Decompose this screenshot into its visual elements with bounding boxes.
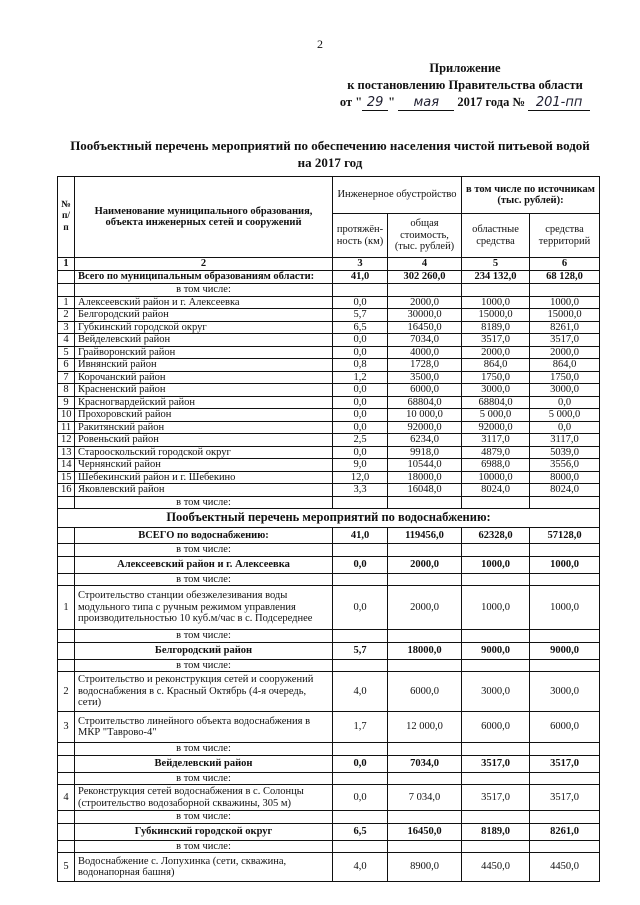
district-length: 0,0 bbox=[333, 296, 388, 309]
appendix-date-line bbox=[330, 94, 600, 111]
district-cost: 1728,0 bbox=[388, 359, 462, 372]
header-cost: общая стоимость, (тыс. рублей) bbox=[388, 214, 462, 258]
district-subtotal-label: Губкинский городской округ bbox=[75, 823, 333, 840]
row-number: 8 bbox=[58, 384, 75, 397]
district-name: Корочанский район bbox=[75, 371, 333, 384]
appendix-resolution: к постановлению Правительства области bbox=[347, 78, 583, 92]
project-length: 0,0 bbox=[333, 785, 388, 811]
including-label: в том числе: bbox=[75, 544, 333, 557]
section-title-row bbox=[58, 509, 600, 528]
empty-cell bbox=[530, 772, 600, 785]
district-territory: 8261,0 bbox=[530, 321, 600, 334]
district-length: 1,2 bbox=[333, 371, 388, 384]
page-number: 2 bbox=[317, 37, 323, 51]
row-number: 12 bbox=[58, 434, 75, 447]
empty-cell bbox=[333, 573, 388, 586]
district-cost: 4000,0 bbox=[388, 346, 462, 359]
district-regional: 864,0 bbox=[462, 359, 530, 372]
district-subtotal-cost: 2000,0 bbox=[388, 556, 462, 573]
water-total-row bbox=[58, 528, 600, 544]
empty-cell bbox=[58, 284, 75, 297]
district-subtotal-territory: 9000,0 bbox=[530, 642, 600, 659]
empty-cell bbox=[530, 811, 600, 824]
district-territory: 1000,0 bbox=[530, 296, 600, 309]
water-total-length: 41,0 bbox=[333, 528, 388, 544]
project-cost: 8900,0 bbox=[388, 853, 462, 882]
including-label: в том числе: bbox=[75, 496, 333, 509]
district-regional: 92000,0 bbox=[462, 421, 530, 434]
district-territory: 3000,0 bbox=[530, 384, 600, 397]
district-name: Прохоровский район bbox=[75, 409, 333, 422]
measures-table bbox=[57, 176, 600, 882]
district-cost: 2000,0 bbox=[388, 296, 462, 309]
table-row bbox=[58, 484, 600, 497]
row-number: 4 bbox=[58, 785, 75, 811]
empty-cell bbox=[58, 642, 75, 659]
district-subtotal-regional: 9000,0 bbox=[462, 642, 530, 659]
district-name: Шебекинский район и г. Шебекино bbox=[75, 471, 333, 484]
empty-cell bbox=[58, 556, 75, 573]
empty-cell bbox=[58, 811, 75, 824]
column-number: 6 bbox=[530, 258, 600, 271]
header-regional: областные средства bbox=[462, 214, 530, 258]
district-cost: 10 000,0 bbox=[388, 409, 462, 422]
district-subtotal-regional: 1000,0 bbox=[462, 556, 530, 573]
district-regional: 2000,0 bbox=[462, 346, 530, 359]
empty-cell bbox=[462, 496, 530, 509]
subtotal-caption-row bbox=[58, 840, 600, 853]
empty-cell bbox=[462, 743, 530, 756]
empty-cell bbox=[58, 544, 75, 557]
project-name: Строительство и реконструкция сетей и сооружений водоснабжения в с. Красный Октябрь (4-я очередь, сети) bbox=[75, 672, 333, 712]
document-title bbox=[40, 137, 620, 171]
empty-cell bbox=[530, 544, 600, 557]
district-length: 0,8 bbox=[333, 359, 388, 372]
row-number: 13 bbox=[58, 446, 75, 459]
district-length: 3,3 bbox=[333, 484, 388, 497]
water-total-territory: 57128,0 bbox=[530, 528, 600, 544]
district-territory: 3517,0 bbox=[530, 334, 600, 347]
project-name: Строительство линейного объекта водоснабжения в МКР "Таврово-4" bbox=[75, 712, 333, 743]
subtotal-caption-row bbox=[58, 544, 600, 557]
empty-cell bbox=[462, 544, 530, 557]
subtotal-caption-row bbox=[58, 496, 600, 509]
district-regional: 6988,0 bbox=[462, 459, 530, 472]
grand-total-territory: 68 128,0 bbox=[530, 270, 600, 284]
district-territory: 2000,0 bbox=[530, 346, 600, 359]
row-number: 1 bbox=[58, 296, 75, 309]
empty-cell bbox=[58, 496, 75, 509]
grand-total-length: 41,0 bbox=[333, 270, 388, 284]
project-row bbox=[58, 853, 600, 882]
row-number: 7 bbox=[58, 371, 75, 384]
district-subtotal-territory: 1000,0 bbox=[530, 556, 600, 573]
column-number: 5 bbox=[462, 258, 530, 271]
district-cost: 7034,0 bbox=[388, 334, 462, 347]
district-name: Губкинский городской округ bbox=[75, 321, 333, 334]
date-day: 29 bbox=[362, 96, 388, 111]
row-number: 5 bbox=[58, 853, 75, 882]
district-length: 9,0 bbox=[333, 459, 388, 472]
empty-cell bbox=[333, 743, 388, 756]
district-name: Чернянский район bbox=[75, 459, 333, 472]
empty-cell bbox=[462, 659, 530, 672]
district-subtotal-cost: 18000,0 bbox=[388, 642, 462, 659]
table-row bbox=[58, 459, 600, 472]
district-subtotal-label: Алексеевский район и г. Алексеевка bbox=[75, 556, 333, 573]
row-number: 11 bbox=[58, 421, 75, 434]
district-regional: 15000,0 bbox=[462, 309, 530, 322]
table-row bbox=[58, 296, 600, 309]
district-cost: 6234,0 bbox=[388, 434, 462, 447]
row-number: 9 bbox=[58, 396, 75, 409]
row-number: 3 bbox=[58, 321, 75, 334]
empty-cell bbox=[462, 811, 530, 824]
empty-cell bbox=[462, 840, 530, 853]
including-label: в том числе: bbox=[75, 772, 333, 785]
empty-cell bbox=[333, 284, 388, 297]
empty-cell bbox=[530, 840, 600, 853]
project-length: 1,7 bbox=[333, 712, 388, 743]
project-territory: 6000,0 bbox=[530, 712, 600, 743]
date-prefix: от " bbox=[339, 95, 363, 109]
empty-cell bbox=[58, 528, 75, 544]
header-name: Наименование муниципального образования, объекта инженерных сетей и сооружений bbox=[75, 177, 333, 258]
district-cost: 18000,0 bbox=[388, 471, 462, 484]
empty-cell bbox=[462, 630, 530, 643]
district-length: 5,7 bbox=[333, 309, 388, 322]
table-row bbox=[58, 396, 600, 409]
grand-total-row bbox=[58, 270, 600, 284]
project-name: Водоснабжение с. Лопухинка (сети, скважина, водонапорная башня) bbox=[75, 853, 333, 882]
project-length: 0,0 bbox=[333, 586, 388, 630]
appendix-block bbox=[330, 60, 600, 111]
header-length: протяжён-ность (км) bbox=[333, 214, 388, 258]
water-total-label: ВСЕГО по водоснабжению: bbox=[75, 528, 333, 544]
district-cost: 3500,0 bbox=[388, 371, 462, 384]
district-name: Ивнянский район bbox=[75, 359, 333, 372]
including-label: в том числе: bbox=[75, 811, 333, 824]
including-label: в том числе: bbox=[75, 743, 333, 756]
subtotal-caption-row bbox=[58, 659, 600, 672]
empty-cell bbox=[388, 811, 462, 824]
column-number: 3 bbox=[333, 258, 388, 271]
header-infrastructure: Инженерное обустройство bbox=[333, 177, 462, 214]
title-line-2: на 2017 год bbox=[297, 155, 363, 170]
district-subtotal-length: 0,0 bbox=[333, 556, 388, 573]
district-territory: 3556,0 bbox=[530, 459, 600, 472]
district-regional: 3117,0 bbox=[462, 434, 530, 447]
empty-cell bbox=[388, 840, 462, 853]
empty-cell bbox=[333, 772, 388, 785]
title-line-1: Пообъектный перечень мероприятий по обеспечению населения чистой питьевой водой bbox=[70, 138, 590, 153]
empty-cell bbox=[58, 772, 75, 785]
water-total-cost: 119456,0 bbox=[388, 528, 462, 544]
header-territory: средства территорий bbox=[530, 214, 600, 258]
empty-cell bbox=[388, 284, 462, 297]
district-territory: 5039,0 bbox=[530, 446, 600, 459]
empty-cell bbox=[462, 284, 530, 297]
district-length: 6,5 bbox=[333, 321, 388, 334]
including-label: в том числе: bbox=[75, 840, 333, 853]
water-total-regional: 62328,0 bbox=[462, 528, 530, 544]
district-subtotal-cost: 16450,0 bbox=[388, 823, 462, 840]
row-number: 14 bbox=[58, 459, 75, 472]
date-year: 2017 года № bbox=[457, 95, 525, 109]
district-length: 12,0 bbox=[333, 471, 388, 484]
project-territory: 3000,0 bbox=[530, 672, 600, 712]
column-numbers-row bbox=[58, 258, 600, 271]
district-name: Грайворонский район bbox=[75, 346, 333, 359]
district-cost: 10544,0 bbox=[388, 459, 462, 472]
table-row bbox=[58, 321, 600, 334]
row-number: 15 bbox=[58, 471, 75, 484]
empty-cell bbox=[333, 544, 388, 557]
row-number: 1 bbox=[58, 586, 75, 630]
table-row bbox=[58, 359, 600, 372]
grand-total-label: Всего по муниципальным образованиям области: bbox=[75, 270, 333, 284]
project-cost: 6000,0 bbox=[388, 672, 462, 712]
including-label: в том числе: bbox=[75, 573, 333, 586]
subtotal-caption-row bbox=[58, 573, 600, 586]
district-name: Белгородский район bbox=[75, 309, 333, 322]
district-subtotal-label: Вейделевский район bbox=[75, 755, 333, 772]
table-row bbox=[58, 309, 600, 322]
project-row bbox=[58, 785, 600, 811]
district-subtotal-regional: 3517,0 bbox=[462, 755, 530, 772]
district-territory: 0,0 bbox=[530, 421, 600, 434]
including-label: в том числе: bbox=[75, 659, 333, 672]
district-subtotal-row bbox=[58, 556, 600, 573]
project-row bbox=[58, 672, 600, 712]
table-row bbox=[58, 421, 600, 434]
district-subtotal-territory: 8261,0 bbox=[530, 823, 600, 840]
district-territory: 5 000,0 bbox=[530, 409, 600, 422]
project-regional: 4450,0 bbox=[462, 853, 530, 882]
project-regional: 1000,0 bbox=[462, 586, 530, 630]
district-length: 0,0 bbox=[333, 346, 388, 359]
district-name: Яковлевский район bbox=[75, 484, 333, 497]
empty-cell bbox=[333, 659, 388, 672]
date-mid: " bbox=[388, 95, 396, 109]
column-number: 1 bbox=[58, 258, 75, 271]
table-row bbox=[58, 471, 600, 484]
district-name: Вейделевский район bbox=[75, 334, 333, 347]
district-subtotal-length: 5,7 bbox=[333, 642, 388, 659]
district-subtotal-row bbox=[58, 755, 600, 772]
district-territory: 3117,0 bbox=[530, 434, 600, 447]
appendix-label: Приложение bbox=[429, 61, 501, 75]
empty-cell bbox=[388, 573, 462, 586]
district-territory: 8024,0 bbox=[530, 484, 600, 497]
district-subtotal-regional: 8189,0 bbox=[462, 823, 530, 840]
row-number: 2 bbox=[58, 309, 75, 322]
district-subtotal-label: Белгородский район bbox=[75, 642, 333, 659]
empty-cell bbox=[58, 270, 75, 284]
resolution-number: 201-пп bbox=[528, 96, 590, 111]
project-length: 4,0 bbox=[333, 853, 388, 882]
table-row bbox=[58, 409, 600, 422]
empty-cell bbox=[388, 496, 462, 509]
empty-cell bbox=[530, 573, 600, 586]
empty-cell bbox=[333, 630, 388, 643]
column-number: 4 bbox=[388, 258, 462, 271]
project-cost: 12 000,0 bbox=[388, 712, 462, 743]
table-row bbox=[58, 446, 600, 459]
district-name: Красненский район bbox=[75, 384, 333, 397]
subtotal-caption-row bbox=[58, 630, 600, 643]
district-name: Алексеевский район и г. Алексеевка bbox=[75, 296, 333, 309]
district-name: Красногвардейский район bbox=[75, 396, 333, 409]
district-regional: 1000,0 bbox=[462, 296, 530, 309]
empty-cell bbox=[388, 659, 462, 672]
subtotal-caption-row bbox=[58, 811, 600, 824]
empty-cell bbox=[58, 840, 75, 853]
district-length: 2,5 bbox=[333, 434, 388, 447]
project-regional: 3000,0 bbox=[462, 672, 530, 712]
district-territory: 15000,0 bbox=[530, 309, 600, 322]
empty-cell bbox=[388, 544, 462, 557]
empty-cell bbox=[58, 573, 75, 586]
district-cost: 6000,0 bbox=[388, 384, 462, 397]
district-length: 0,0 bbox=[333, 421, 388, 434]
table-row bbox=[58, 334, 600, 347]
district-regional: 1750,0 bbox=[462, 371, 530, 384]
row-number: 6 bbox=[58, 359, 75, 372]
district-cost: 92000,0 bbox=[388, 421, 462, 434]
district-subtotal-row bbox=[58, 823, 600, 840]
district-subtotal-territory: 3517,0 bbox=[530, 755, 600, 772]
district-length: 0,0 bbox=[333, 446, 388, 459]
project-territory: 4450,0 bbox=[530, 853, 600, 882]
empty-cell bbox=[388, 630, 462, 643]
district-regional: 3000,0 bbox=[462, 384, 530, 397]
including-label: в том числе: bbox=[75, 284, 333, 297]
district-territory: 1750,0 bbox=[530, 371, 600, 384]
district-subtotal-length: 6,5 bbox=[333, 823, 388, 840]
district-subtotal-length: 0,0 bbox=[333, 755, 388, 772]
header-sources: в том числе по источникам (тыс. рублей): bbox=[462, 177, 600, 214]
project-territory: 1000,0 bbox=[530, 586, 600, 630]
district-cost: 68804,0 bbox=[388, 396, 462, 409]
row-number: 4 bbox=[58, 334, 75, 347]
project-cost: 2000,0 bbox=[388, 586, 462, 630]
empty-cell bbox=[333, 811, 388, 824]
empty-cell bbox=[333, 496, 388, 509]
including-label: в том числе: bbox=[75, 630, 333, 643]
grand-total-cost: 302 260,0 bbox=[388, 270, 462, 284]
district-cost: 9918,0 bbox=[388, 446, 462, 459]
empty-cell bbox=[530, 496, 600, 509]
row-number: 16 bbox=[58, 484, 75, 497]
empty-cell bbox=[530, 743, 600, 756]
subtotal-caption-row bbox=[58, 743, 600, 756]
empty-cell bbox=[530, 284, 600, 297]
row-number: 10 bbox=[58, 409, 75, 422]
empty-cell bbox=[58, 659, 75, 672]
subtotal-caption-row bbox=[58, 284, 600, 297]
empty-cell bbox=[58, 823, 75, 840]
district-regional: 8189,0 bbox=[462, 321, 530, 334]
grand-total-regional: 234 132,0 bbox=[462, 270, 530, 284]
district-name: Старооскольский городской округ bbox=[75, 446, 333, 459]
row-number: 2 bbox=[58, 672, 75, 712]
empty-cell bbox=[388, 772, 462, 785]
district-regional: 4879,0 bbox=[462, 446, 530, 459]
date-month: мая bbox=[398, 96, 454, 111]
table-row bbox=[58, 384, 600, 397]
district-regional: 3517,0 bbox=[462, 334, 530, 347]
district-length: 0,0 bbox=[333, 384, 388, 397]
project-row bbox=[58, 712, 600, 743]
empty-cell bbox=[462, 772, 530, 785]
district-cost: 16450,0 bbox=[388, 321, 462, 334]
district-regional: 68804,0 bbox=[462, 396, 530, 409]
project-length: 4,0 bbox=[333, 672, 388, 712]
district-regional: 5 000,0 bbox=[462, 409, 530, 422]
section-title: Пообъектный перечень мероприятий по водоснабжению: bbox=[58, 509, 600, 528]
project-regional: 3517,0 bbox=[462, 785, 530, 811]
table-row bbox=[58, 434, 600, 447]
empty-cell bbox=[530, 659, 600, 672]
empty-cell bbox=[58, 755, 75, 772]
project-territory: 3517,0 bbox=[530, 785, 600, 811]
district-subtotal-row bbox=[58, 642, 600, 659]
district-territory: 0,0 bbox=[530, 396, 600, 409]
empty-cell bbox=[58, 630, 75, 643]
empty-cell bbox=[462, 573, 530, 586]
project-cost: 7 034,0 bbox=[388, 785, 462, 811]
district-length: 0,0 bbox=[333, 334, 388, 347]
district-name: Ровеньский район bbox=[75, 434, 333, 447]
table-row bbox=[58, 371, 600, 384]
district-length: 0,0 bbox=[333, 396, 388, 409]
empty-cell bbox=[58, 743, 75, 756]
subtotal-caption-row bbox=[58, 772, 600, 785]
district-name: Ракитянский район bbox=[75, 421, 333, 434]
project-row bbox=[58, 586, 600, 630]
column-number: 2 bbox=[75, 258, 333, 271]
district-regional: 8024,0 bbox=[462, 484, 530, 497]
empty-cell bbox=[388, 743, 462, 756]
empty-cell bbox=[530, 630, 600, 643]
project-regional: 6000,0 bbox=[462, 712, 530, 743]
row-number: 3 bbox=[58, 712, 75, 743]
header-num: № п/п bbox=[58, 177, 75, 258]
district-regional: 10000,0 bbox=[462, 471, 530, 484]
table-row bbox=[58, 346, 600, 359]
district-cost: 30000,0 bbox=[388, 309, 462, 322]
row-number: 5 bbox=[58, 346, 75, 359]
district-subtotal-cost: 7034,0 bbox=[388, 755, 462, 772]
project-name: Реконструкция сетей водоснабжения в с. Солонцы (строительство водозаборной скважины, 305 м) bbox=[75, 785, 333, 811]
project-name: Строительство станции обезжелезивания воды модульного типа с ручным режимом управления производительностью 10 куб.м/час в с. Подсереднее bbox=[75, 586, 333, 630]
district-length: 0,0 bbox=[333, 409, 388, 422]
district-territory: 864,0 bbox=[530, 359, 600, 372]
district-cost: 16048,0 bbox=[388, 484, 462, 497]
district-territory: 8000,0 bbox=[530, 471, 600, 484]
empty-cell bbox=[333, 840, 388, 853]
